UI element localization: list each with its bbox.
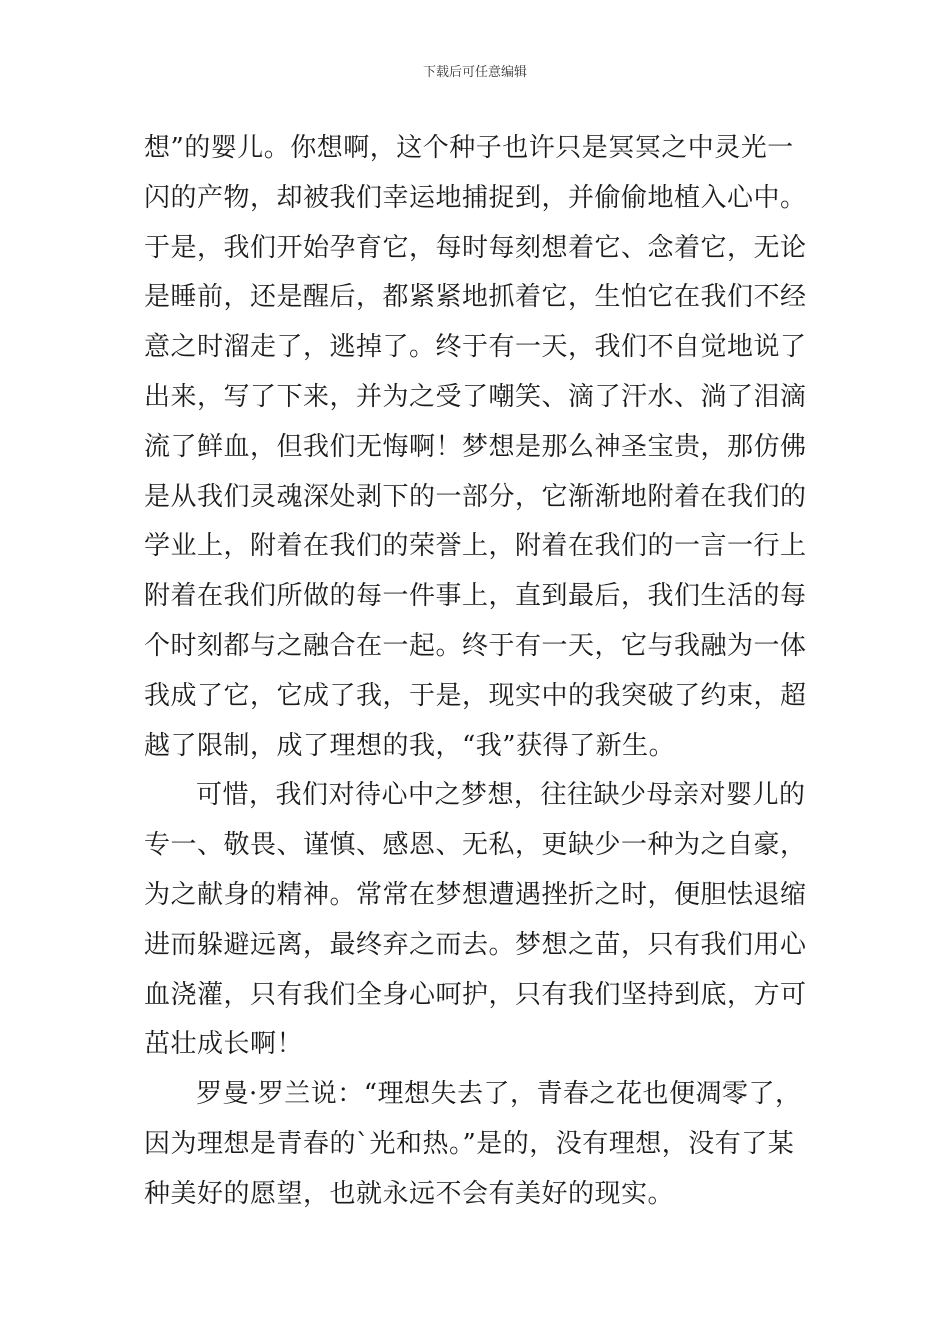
paragraph-2 — [144, 771, 824, 1070]
text-line: 血浇灌，只有我们全身心呵护，只有我们坚持到底，方可 — [144, 979, 807, 1010]
text-line: 是从我们灵魂深处剥下的一部分，它渐渐地附着在我们的 — [144, 481, 807, 512]
paragraph-1 — [144, 124, 824, 771]
text-line: 于是，我们开始孕育它，每时每刻想着它、念着它，无论 — [144, 232, 807, 263]
text-line: 罗曼·罗兰说：“理想失去了，青春之花也便凋零了， — [196, 1079, 802, 1110]
page-header: 下载后可任意编辑 — [422, 65, 527, 80]
text-line: 进而躲避远离，最终弃之而去。梦想之苗，只有我们用心 — [144, 929, 807, 960]
text-line: 因为理想是青春的`光和热。”是的，没有理想，没有了某 — [144, 1128, 795, 1159]
text-line: 闪的产物，却被我们幸运地捕捉到，并偷偷地植入心中。 — [144, 182, 807, 213]
text-line: 专一、敬畏、谨慎、感恩、无私，更缺少一种为之自豪， — [144, 830, 807, 861]
text-line: 可惜，我们对待心中之梦想，往往缺少母亲对婴儿的 — [196, 780, 806, 811]
text-line: 想”的婴儿。你想啊，这个种子也许只是冥冥之中灵光一 — [144, 133, 794, 163]
document-body — [144, 124, 824, 1220]
paragraph-3 — [144, 1070, 824, 1219]
text-line: 学业上，附着在我们的荣誉上，附着在我们的一言一行上 — [144, 531, 807, 562]
text-line: 越了限制，成了理想的我，“我”获得了新生。 — [144, 730, 676, 761]
text-line: 个时刻都与之融合在一起。终于有一天，它与我融为一体 — [144, 630, 807, 661]
text-line: 我成了它，它成了我，于是，现实中的我突破了约束，超 — [144, 680, 807, 711]
text-line: 意之时溜走了，逃掉了。终于有一天，我们不自觉地说了 — [144, 332, 807, 363]
text-line: 是睡前，还是醒后，都紧紧地抓着它，生怕它在我们不经 — [144, 282, 807, 313]
text-line: 茁壮成长啊！ — [144, 1029, 304, 1060]
text-line: 种美好的愿望，也就永远不会有美好的现实。 — [144, 1178, 675, 1209]
text-line: 出来，写了下来，并为之受了嘲笑、滴了汗水、淌了泪滴 — [144, 381, 807, 412]
text-line: 附着在我们所做的每一件事上，直到最后，我们生活的每 — [144, 581, 807, 612]
text-line: 为之献身的精神。常常在梦想遭遇挫折之时，便胆怯退缩 — [144, 879, 807, 910]
text-line: 流了鲜血，但我们无悔啊！梦想是那么神圣宝贵，那仿佛 — [144, 431, 807, 462]
